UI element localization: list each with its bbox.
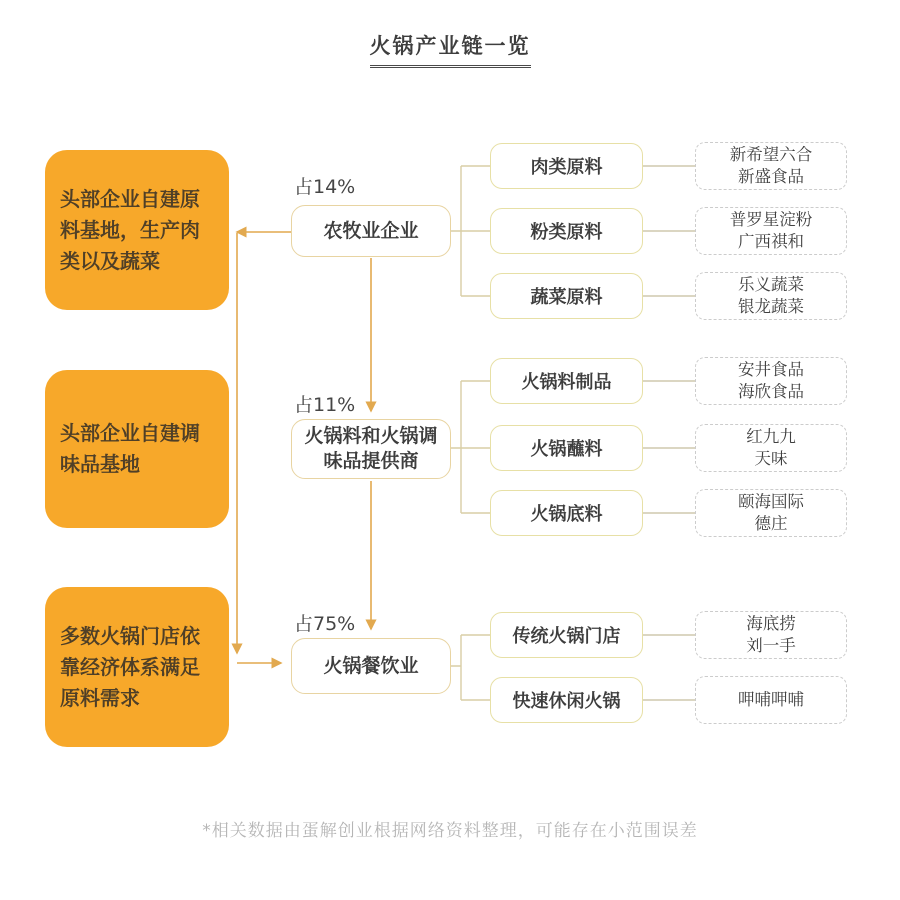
page-title: 火锅产业链一览 — [370, 30, 531, 68]
company-name: 刘一手 — [746, 636, 796, 655]
category-meat-materials — [490, 143, 643, 189]
category-label: 快速休闲火锅 — [512, 691, 621, 712]
companies-ingredient-products — [695, 357, 847, 405]
category-hotpot-ingredient-products — [490, 358, 643, 404]
category-traditional-hotpot-stores — [490, 612, 643, 658]
category-label: 肉类原料 — [530, 157, 603, 178]
company-name: 新盛食品 — [738, 167, 804, 186]
companies-starch — [695, 207, 847, 255]
category-label: 粉类原料 — [530, 222, 603, 243]
category-label: 蔬菜原料 — [530, 287, 603, 308]
category-vegetable-materials — [490, 273, 643, 319]
company-name: 普罗星淀粉 — [729, 210, 813, 230]
company-name: 红九九 — [746, 427, 796, 447]
category-label: 火锅料制品 — [521, 372, 612, 393]
stage-label: 农牧业企业 — [323, 219, 419, 242]
companies-vegetable — [695, 272, 847, 320]
share-label-restaurant: 占75% — [294, 613, 356, 635]
note-text: 多数火锅门店依靠经济体系满足原料需求 — [60, 623, 200, 710]
category-dipping-sauce — [490, 425, 643, 471]
category-label: 火锅底料 — [530, 504, 603, 525]
company-name: 银龙蔬菜 — [738, 297, 804, 316]
company-name: 海欣食品 — [738, 382, 804, 401]
category-soup-base — [490, 490, 643, 536]
company-name: 安井食品 — [738, 360, 804, 380]
footnote: *相关数据由蛋解创业根据网络资料整理，可能存在小范围误差 — [202, 821, 698, 841]
category-label: 火锅蘸料 — [530, 439, 603, 460]
company-name: 呷哺呷哺 — [738, 690, 804, 710]
companies-meat — [695, 142, 847, 190]
note-text: 头部企业自建调味品基地 — [60, 421, 200, 476]
stage-agriculture-enterprises — [291, 205, 451, 257]
companies-dipping-sauce — [695, 424, 847, 472]
company-name: 广西祺和 — [738, 232, 804, 251]
note-economic-system — [45, 587, 229, 747]
companies-traditional-stores — [695, 611, 847, 659]
category-starch-materials — [490, 208, 643, 254]
company-name: 乐义蔬菜 — [738, 275, 804, 295]
share-label-seasoning: 占11% — [294, 394, 356, 416]
note-self-built-seasoning-base — [45, 370, 229, 528]
company-name: 新希望六合 — [729, 145, 813, 165]
stage-seasoning-suppliers — [291, 419, 451, 479]
companies-fast-casual — [695, 676, 847, 724]
note-text: 头部企业自建原料基地，生产肉类以及蔬菜 — [60, 186, 200, 273]
stage-label: 火锅餐饮业 — [323, 654, 419, 677]
page-title-wrap — [0, 30, 900, 68]
share-label-agriculture: 占14% — [294, 176, 356, 198]
note-self-built-material-base — [45, 150, 229, 310]
company-name: 海底捞 — [746, 614, 796, 634]
company-name: 德庄 — [754, 514, 788, 533]
category-label: 传统火锅门店 — [512, 626, 621, 647]
company-name: 天味 — [754, 449, 788, 468]
stage-label: 火锅料和火锅调味品提供商 — [304, 425, 438, 472]
category-fast-casual-hotpot — [490, 677, 643, 723]
company-name: 颐海国际 — [738, 492, 804, 512]
companies-soup-base — [695, 489, 847, 537]
stage-hotpot-restaurants — [291, 638, 451, 694]
